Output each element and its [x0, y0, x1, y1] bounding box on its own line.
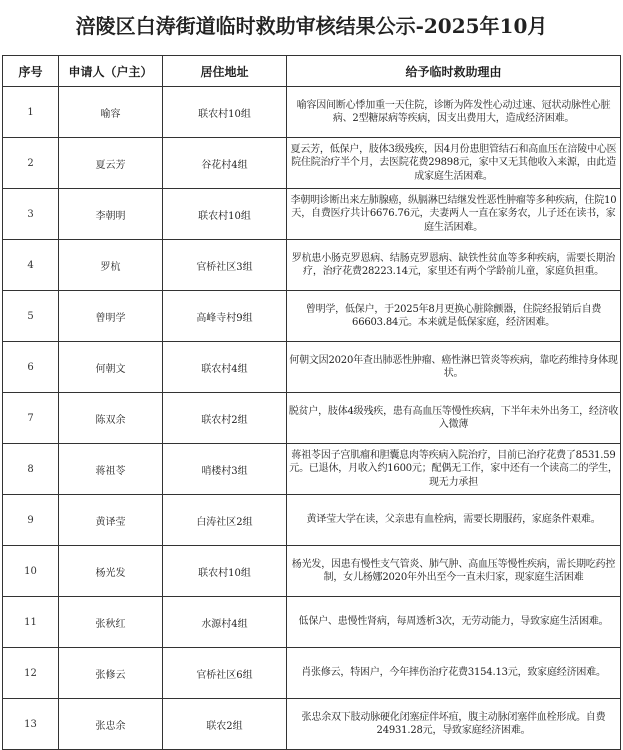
row-applicant: 杨光发: [59, 546, 163, 597]
table-row: [3, 444, 621, 495]
row-reason: 杨光发，因患有慢性支气管炎、肺气肿、高血压等慢性疾病，需长期吃药控制，女儿杨娜2020年外出至今一直未归家，现家庭生活困难: [287, 546, 621, 597]
row-index: 9: [3, 495, 59, 546]
header-address: 居住地址: [163, 56, 287, 87]
row-applicant: 张忠余: [59, 699, 163, 750]
row-index: 12: [3, 648, 59, 699]
table-row: [3, 342, 621, 393]
row-index: 13: [3, 699, 59, 750]
row-applicant: 黄译莹: [59, 495, 163, 546]
row-address: 联农村10组: [163, 189, 287, 240]
row-index: 7: [3, 393, 59, 444]
row-applicant: 张修云: [59, 648, 163, 699]
row-index: 4: [3, 240, 59, 291]
row-applicant: 张秋红: [59, 597, 163, 648]
row-reason: 罗杭患小肠克罗恩病、结肠克罗恩病、缺铁性贫血等多种疾病，需要长期治疗，治疗花费28223.14元，家里还有两个学龄前儿童，家庭负担重。: [287, 240, 621, 291]
row-address: 官桥社区6组: [163, 648, 287, 699]
row-applicant: 曾明学: [59, 291, 163, 342]
row-index: 3: [3, 189, 59, 240]
table-header-row: [3, 56, 621, 87]
table-row: [3, 138, 621, 189]
row-address: 联农村10组: [163, 546, 287, 597]
row-applicant: 夏云芳: [59, 138, 163, 189]
page-title: 涪陵区白涛街道临时救助审核结果公示-2025年10月: [75, 13, 548, 38]
table-row: [3, 495, 621, 546]
row-index: 5: [3, 291, 59, 342]
row-address: 白涛社区2组: [163, 495, 287, 546]
row-address: 水源村4组: [163, 597, 287, 648]
table-row: [3, 291, 621, 342]
row-applicant: 李朝明: [59, 189, 163, 240]
row-reason: 肖张修云，特困户，今年摔伤治疗花费3154.13元，致家庭经济困难。: [287, 648, 621, 699]
table-row: [3, 240, 621, 291]
row-index: 10: [3, 546, 59, 597]
table-row: [3, 597, 621, 648]
row-address: 联农村10组: [163, 87, 287, 138]
table-row: [3, 87, 621, 138]
row-applicant: 陈双余: [59, 393, 163, 444]
header-applicant: 申请人（户主）: [59, 56, 163, 87]
row-reason: 喻容因间断心悸加重一天住院，诊断为阵发性心动过速、冠状动脉性心脏病、2型糖尿病等疾病，因支出费用大，造成经济困难。: [287, 87, 621, 138]
header-reason: 给予临时救助理由: [287, 56, 621, 87]
row-address: 联农村4组: [163, 342, 287, 393]
table-row: [3, 546, 621, 597]
row-reason: 夏云芳，低保户，肢体3级残疾，因4月份患胆管结石和高血压在涪陵中心医院住院治疗半个月，去医院花费29898元，家中又无其他收入来源，由此造成家庭生活困难。: [287, 138, 621, 189]
row-index: 8: [3, 444, 59, 495]
row-address: 哨楼村3组: [163, 444, 287, 495]
row-reason: 何朝文因2020年查出肺恶性肿瘤、癌性淋巴管炎等疾病，靠吃药维持身体现状。: [287, 342, 621, 393]
row-reason: 低保户、患慢性肾病，每周透析3次，无劳动能力，导致家庭生活困难。: [287, 597, 621, 648]
row-reason: 脱贫户，肢体4级残疾，患有高血压等慢性疾病，下半年未外出务工，经济收入微薄: [287, 393, 621, 444]
assistance-table: [2, 55, 621, 750]
row-applicant: 罗杭: [59, 240, 163, 291]
row-address: 联农村2组: [163, 393, 287, 444]
header-index: 序号: [3, 56, 59, 87]
row-address: 联农2组: [163, 699, 287, 750]
row-index: 11: [3, 597, 59, 648]
row-reason: 张忠余双下肢动脉硬化闭塞症伴坏疽，腹主动脉闭塞伴血栓形成。自费24931.28元，导致家庭经济困难。: [287, 699, 621, 750]
table-row: [3, 393, 621, 444]
row-applicant: 何朝文: [59, 342, 163, 393]
row-reason: 李朝明诊断出来左肺腺癌，纵膈淋巴结继发性恶性肿瘤等多种疾病，住院10天，自费医疗共计6676.76元，夫妻两人一直在家务农，儿子还在读书，家庭生活困难。: [287, 189, 621, 240]
row-address: 高峰寺村9组: [163, 291, 287, 342]
table-row: [3, 189, 621, 240]
row-index: 1: [3, 87, 59, 138]
row-applicant: 蒋祖苓: [59, 444, 163, 495]
row-index: 2: [3, 138, 59, 189]
row-address: 谷花村4组: [163, 138, 287, 189]
row-index: 6: [3, 342, 59, 393]
row-address: 官桥社区3组: [163, 240, 287, 291]
row-reason: 曾明学，低保户，于2025年8月更换心脏除颤器，住院经报销后自费66603.84元。本来就是低保家庭，经济困难。: [287, 291, 621, 342]
row-reason: 蒋祖苓因子宫肌瘤和胆囊息肉等疾病入院治疗，目前已治疗花费了8531.59元。已退休，月收入约1600元；配偶无工作，家中还有一个读高二的学生，现无力承担: [287, 444, 621, 495]
table-row: [3, 648, 621, 699]
row-applicant: 喻容: [59, 87, 163, 138]
row-reason: 黄译莹大学在读，父亲患有血栓病，需要长期服药，家庭条件艰难。: [287, 495, 621, 546]
table-row: [3, 699, 621, 750]
